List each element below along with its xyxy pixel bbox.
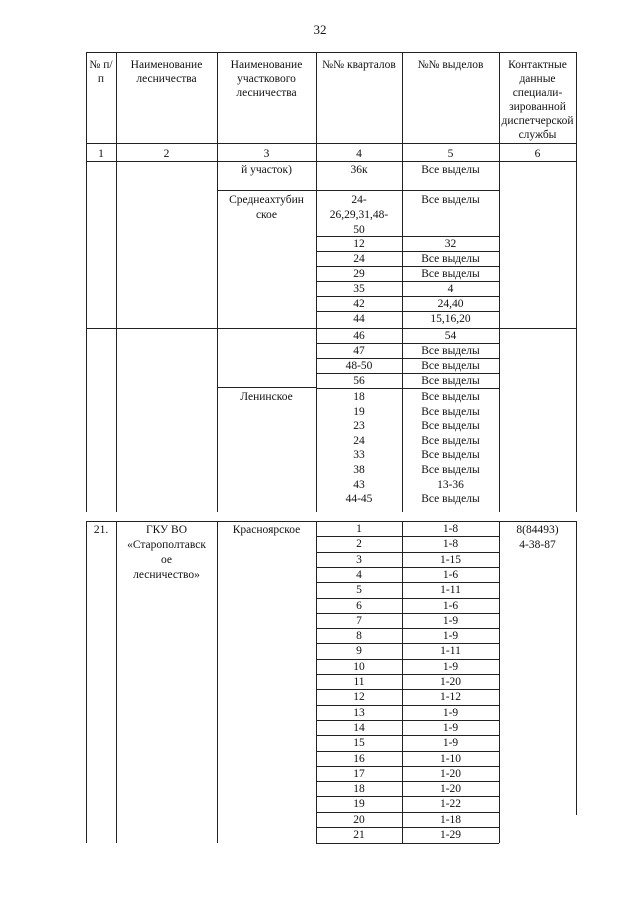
quarter-cell: 13 <box>353 706 365 719</box>
quarter-cell: 18 <box>353 783 365 796</box>
forestry-name: «Старополтавск <box>127 539 206 551</box>
plots-cell: 1-11 <box>440 584 461 597</box>
quarter-cell: 19 <box>353 405 365 418</box>
quarter-cell: 24 <box>353 434 365 447</box>
table-vertical-line <box>86 161 87 328</box>
quarter-cell: 24 <box>353 253 365 265</box>
header-plots: №№ выделов <box>417 59 484 71</box>
plots-cell: 1-9 <box>442 721 459 734</box>
quarter-cell: 47 <box>353 345 365 357</box>
quarter-cell: 5 <box>356 584 362 597</box>
quarter-cell: 23 <box>353 420 365 433</box>
quarter-cell: 1 <box>356 523 362 535</box>
plots-cell: 1-6 <box>442 568 459 581</box>
plots-cell: 1-9 <box>442 614 459 627</box>
plots-cell: 1-20 <box>439 783 462 796</box>
forestry-name: лесничество» <box>133 569 200 581</box>
quarter-cell: 44 <box>353 313 365 325</box>
quarter-cell: 8 <box>356 630 362 643</box>
plots-cell: 1-10 <box>439 752 462 765</box>
quarter-cell: 24- <box>351 194 367 206</box>
column-number: 1 <box>98 148 104 160</box>
plots-cell: 1-15 <box>439 553 462 566</box>
plots-cell: Все выделы <box>421 449 480 462</box>
plots-cell: Все выделы <box>421 434 480 447</box>
quarter-cell: 20 <box>353 813 365 826</box>
table-horizontal-line <box>86 52 576 53</box>
contact-phone: 8(84493) <box>516 524 559 536</box>
quarter-cell: 18 <box>353 391 365 403</box>
plots-cell: 1-9 <box>442 660 459 673</box>
plots-cell: 13-36 <box>437 478 464 491</box>
quarter-cell: 12 <box>353 691 365 704</box>
district-name-cont: й участок) <box>241 164 292 176</box>
contact-phone: 4-38-87 <box>519 539 556 551</box>
forestry-name: ГКУ ВО <box>145 524 188 536</box>
plots-cell: Все выделы <box>421 345 480 357</box>
quarter-cell: 48-50 <box>345 360 373 372</box>
quarter-cell: 46 <box>353 330 365 342</box>
table-vertical-line <box>576 521 577 815</box>
plots-cell: 1-22 <box>439 798 462 811</box>
quarter-cell: 21 <box>353 829 365 841</box>
header-num: № п/п <box>89 59 113 85</box>
table-vertical-line <box>86 328 87 512</box>
district-name: ское <box>255 209 278 221</box>
quarter-cell: 17 <box>353 767 365 780</box>
plots-cell: 1-8 <box>442 523 459 535</box>
plots-cell: Все выделы <box>421 405 480 418</box>
plots-cell: 4 <box>447 283 454 295</box>
quarter-cell: 11 <box>353 676 365 688</box>
header-quarters: №№ кварталов <box>322 59 396 71</box>
header-forestry: Наименование лесничества <box>130 59 203 85</box>
plots-cell: 1-9 <box>442 630 459 643</box>
plots-cell: Все выделы <box>421 253 480 265</box>
table-horizontal-line <box>217 387 316 388</box>
plots-cell: Все выделы <box>421 194 480 206</box>
plots-cell: Все выделы <box>421 268 480 280</box>
table-vertical-line <box>576 328 577 512</box>
table-vertical-line <box>499 328 500 512</box>
table-vertical-line <box>576 52 577 161</box>
plots-cell: Все выделы <box>421 360 480 372</box>
table-vertical-line <box>217 521 218 843</box>
plots-cell: 1-29 <box>439 829 462 841</box>
forestry-name: ое <box>161 554 172 566</box>
district-name: Ленинское <box>240 391 293 403</box>
quarter-cell: 44-45 <box>345 493 373 506</box>
plots-cell: 15,16,20 <box>430 313 471 325</box>
table-vertical-line <box>499 521 500 843</box>
table-vertical-line <box>116 328 117 512</box>
table-vertical-line <box>116 161 117 328</box>
quarter-cell: 14 <box>353 721 365 734</box>
quarter-cell: 9 <box>356 645 362 658</box>
plots-cell: 1-11 <box>440 645 461 658</box>
plots-cell: Все выделы <box>421 464 480 476</box>
plots-cell: Все выделы <box>421 420 480 433</box>
quarter-cell: 38 <box>353 464 365 476</box>
plots-cell: 32 <box>444 238 457 250</box>
plots-cell: 1-20 <box>439 767 462 780</box>
header-district: Наименование участкового лесничества <box>230 59 303 99</box>
quarter-cell: 7 <box>356 614 362 627</box>
table-horizontal-line <box>316 843 499 844</box>
table-horizontal-line <box>86 143 576 144</box>
quarter-cell: 56 <box>353 375 365 387</box>
table-vertical-line <box>217 328 218 512</box>
table-vertical-line <box>86 521 87 843</box>
quarter-cell: 43 <box>353 478 365 491</box>
district-name: Среднеахтубин <box>229 194 304 206</box>
column-number: 3 <box>263 148 270 160</box>
table-horizontal-line <box>316 388 499 389</box>
column-number: 4 <box>356 148 362 160</box>
page-number: 32 <box>313 22 327 37</box>
plots-cell: 1-6 <box>442 599 459 612</box>
quarter-cell: 36к <box>350 164 368 176</box>
plots-cell: 1-8 <box>442 538 459 551</box>
row-number: 21. <box>93 524 109 536</box>
quarter-cell: 6 <box>356 599 362 612</box>
quarter-cell: 26,29,31,48- <box>329 209 389 221</box>
quarter-cell: 4 <box>356 568 362 581</box>
plots-cell: Все выделы <box>421 493 480 506</box>
quarter-cell: 19 <box>353 798 365 811</box>
plots-cell: 1-18 <box>439 813 462 826</box>
quarter-cell: 16 <box>353 752 365 765</box>
quarter-cell: 10 <box>353 660 365 673</box>
plots-cell: Все выделы <box>421 164 480 176</box>
quarter-cell: 42 <box>353 298 365 310</box>
table-vertical-line <box>499 161 500 328</box>
quarter-cell: 35 <box>353 283 365 295</box>
quarter-cell: 12 <box>353 238 365 250</box>
district-name: Красноярское <box>232 524 301 536</box>
quarter-cell: 15 <box>353 737 365 750</box>
table-vertical-line <box>217 161 218 328</box>
plots-cell: 1-9 <box>442 706 459 719</box>
plots-cell: 1-20 <box>439 676 462 688</box>
table-horizontal-line <box>217 190 499 191</box>
plots-cell: 1-9 <box>442 737 459 750</box>
quarter-cell: 2 <box>356 538 362 551</box>
plots-cell: Все выделы <box>421 375 480 387</box>
quarter-cell: 29 <box>353 268 365 280</box>
table-vertical-line <box>576 161 577 328</box>
plots-cell: 1-12 <box>439 691 462 704</box>
column-number: 5 <box>447 148 454 160</box>
plots-cell: 24,40 <box>437 298 464 310</box>
quarter-cell: 50 <box>353 224 365 236</box>
column-number: 2 <box>163 148 170 160</box>
plots-cell: 54 <box>444 330 457 342</box>
column-number: 6 <box>534 148 541 160</box>
header-contact: Контактные данные специали-зированной диспетчерской службы <box>501 59 574 141</box>
quarter-cell: 33 <box>353 449 365 462</box>
plots-cell: Все выделы <box>421 391 480 403</box>
quarter-cell: 3 <box>356 553 362 566</box>
